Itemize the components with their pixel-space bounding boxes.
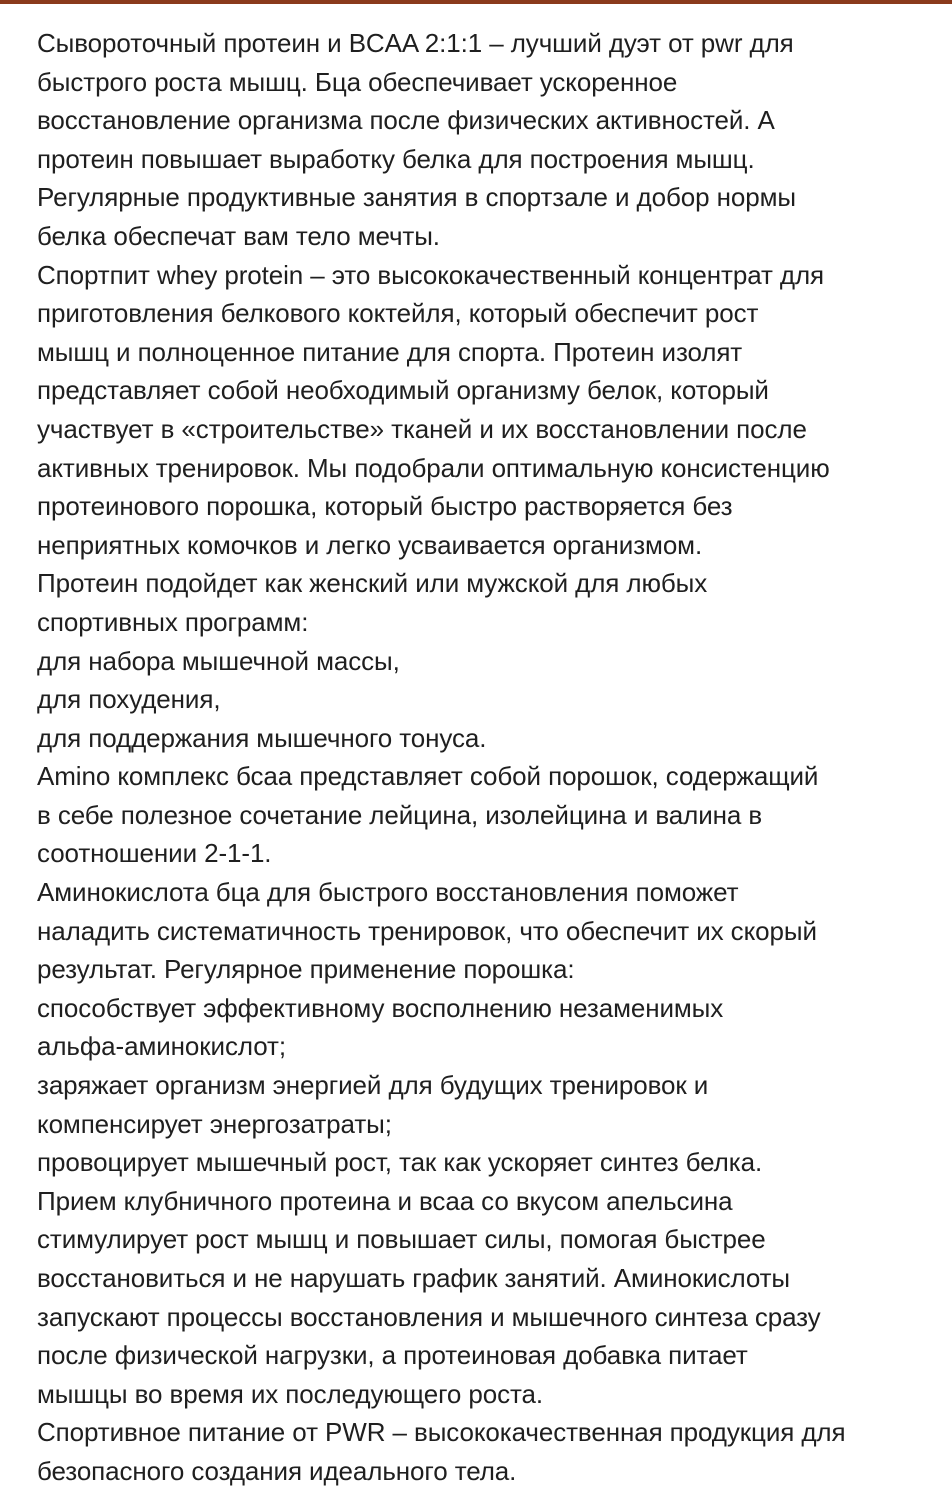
text-line: участвует в «строительстве» тканей и их восстановлении после xyxy=(37,413,807,444)
text-line: неприятных комочков и легко усваивается организмом. xyxy=(37,529,703,560)
text-line: для набора мышечной массы, xyxy=(37,645,400,676)
text-line: Протеин подойдет как женский или мужской для любых xyxy=(37,568,708,599)
text-line: Спортпит whey protein – это высококачественный концентрат для xyxy=(37,259,825,290)
text-line: безопасного создания идеального тела. xyxy=(37,1455,517,1486)
text-line: альфа-аминокислот; xyxy=(37,1031,286,1062)
text-line: восстановление организма после физических активностей. А xyxy=(37,105,775,136)
text-line: стимулирует рост мышц и повышает силы, помогая быстрее xyxy=(37,1224,766,1255)
text-line: восстановиться и не нарушать график занятий. Аминокислоты xyxy=(37,1263,791,1293)
text-line: спортивных программ: xyxy=(37,606,309,637)
text-line: провоцирует мышечный рост, так как ускоряет синтез белка. xyxy=(37,1147,763,1178)
product-description-text xyxy=(37,24,932,1491)
text-line: Прием клубничного протеина и всаа со вкусом апельсина xyxy=(37,1185,733,1216)
text-line: быстрого роста мышц. Бца обеспечивает ускоренное xyxy=(37,66,678,97)
text-line: мышцы во время их последующего роста. xyxy=(37,1378,544,1409)
text-line: для похудения, xyxy=(37,684,221,715)
text-line: Сывороточный протеин и BCAA 2:1:1 – лучший дуэт от pwr для xyxy=(37,28,794,58)
text-line: Аминокислота бца для быстрого восстановления поможет xyxy=(37,877,739,908)
text-line: результат. Регулярное применение порошка: xyxy=(37,954,575,985)
text-line: для поддержания мышечного тонуса. xyxy=(37,722,487,753)
text-line: компенсирует энергозатраты; xyxy=(37,1108,392,1139)
top-edge-strip xyxy=(0,0,952,4)
text-line: способствует эффективному восполнению незаменимых xyxy=(37,992,724,1023)
text-line: запускают процессы восстановления и мышечного синтеза сразу xyxy=(37,1301,821,1332)
text-line: белка обеспечат вам тело мечты. xyxy=(37,220,440,251)
text-line: представляет собой необходимый организму белок, который xyxy=(37,375,769,406)
text-line: соотношении 2-1-1. xyxy=(37,838,272,869)
text-line: Регулярные продуктивные занятия в спортзале и добор нормы xyxy=(37,182,796,213)
text-line: заряжает организм энергией для будущих тренировок и xyxy=(37,1070,709,1101)
text-line: протеин повышает выработку белка для построения мышц. xyxy=(37,143,755,174)
text-line: протеинового порошка, который быстро растворяется без xyxy=(37,491,733,522)
text-line: мышц и полноценное питание для спорта. Протеин изолят xyxy=(37,336,743,367)
text-line: Спортивное питание от PWR – высококачественная продукция для xyxy=(37,1417,846,1448)
text-line: в себе полезное сочетание лейцина, изолейцина и валина в xyxy=(37,799,763,830)
text-line: активных тренировок. Мы подобрали оптимальную консистенцию xyxy=(37,452,830,483)
text-line: Amino комплекс бсаа представляет собой порошок, содержащий xyxy=(37,761,819,792)
text-line: наладить систематичность тренировок, что обеспечит их скорый xyxy=(37,915,817,946)
text-line: после физической нагрузки, а протеиновая добавка питает xyxy=(37,1340,748,1371)
text-line: приготовления белкового коктейля, который обеспечит рост xyxy=(37,298,759,329)
